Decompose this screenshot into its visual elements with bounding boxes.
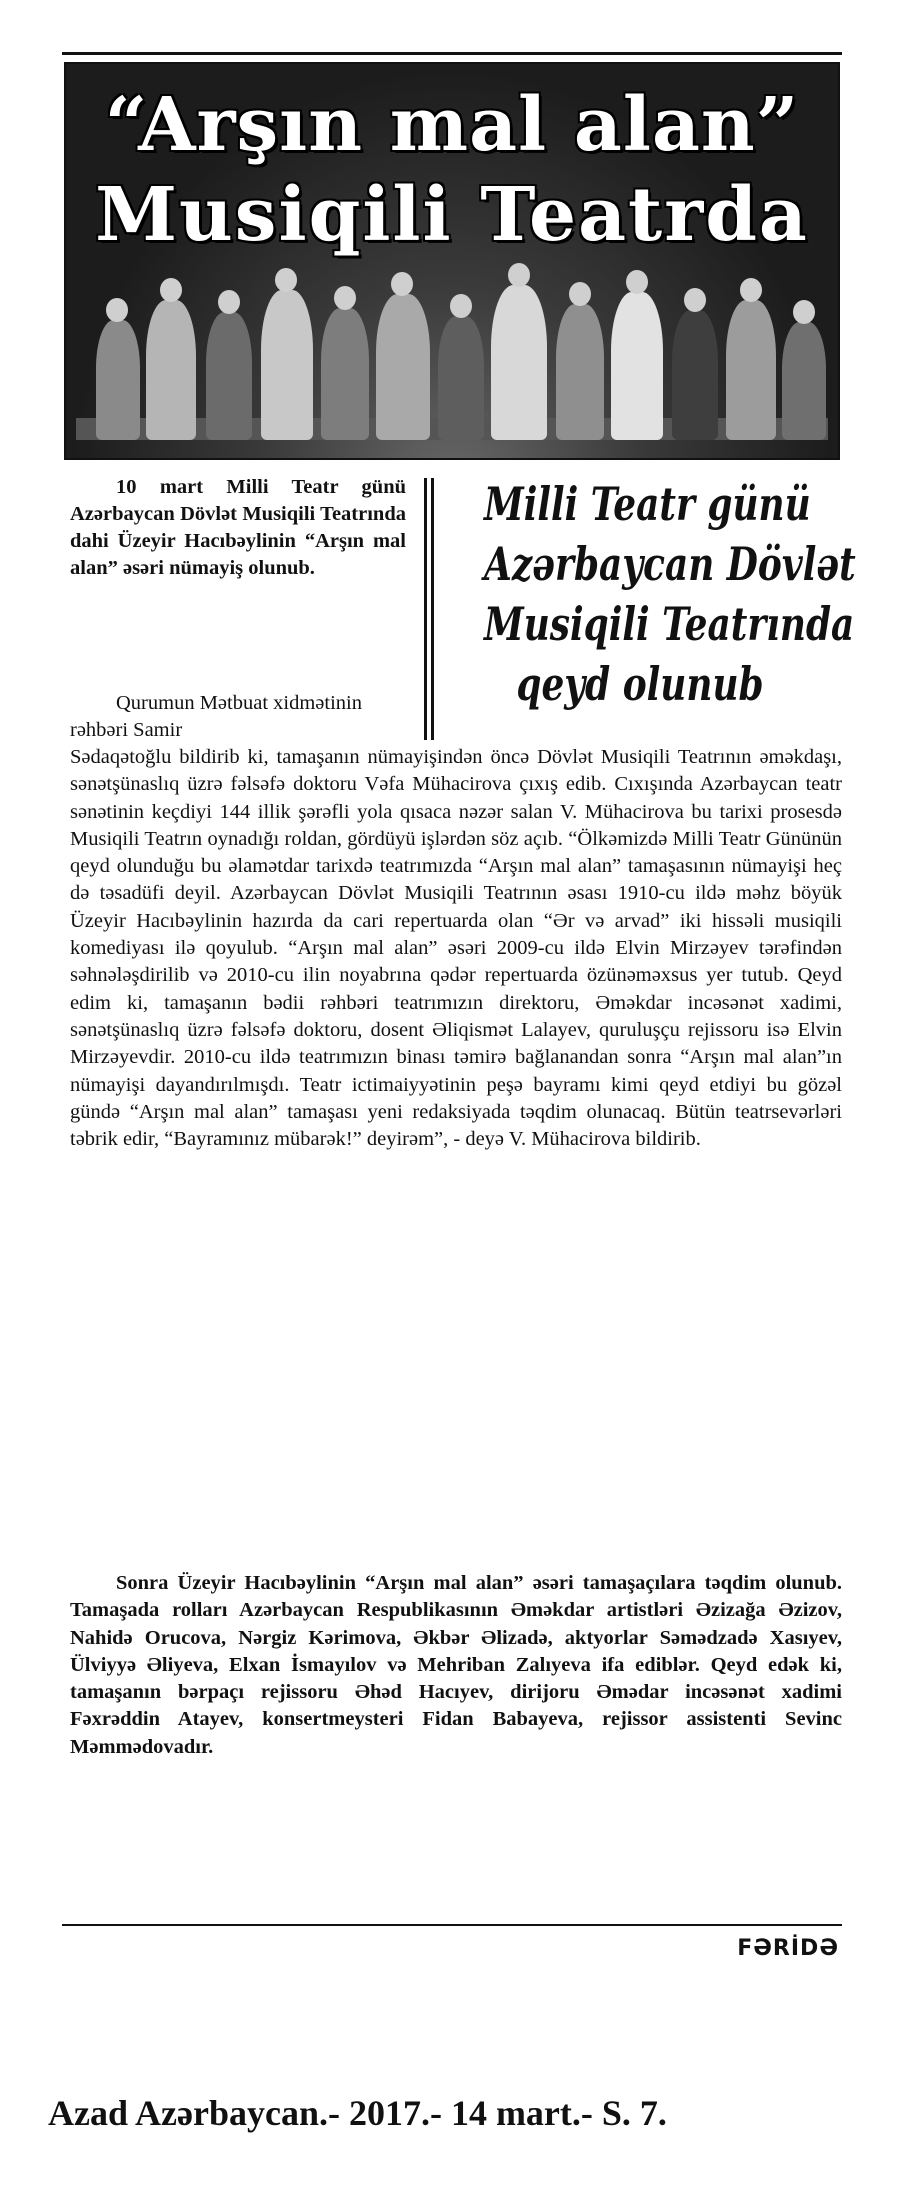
intro-text: Qurumun Mətbuat xidmətinin rəhbəri Samir [70, 692, 362, 741]
subheadline-line: Azərbaycan Dövlət [484, 537, 856, 591]
lead-paragraph [70, 474, 406, 582]
cast-paragraph [70, 1570, 842, 1761]
subheadline [484, 474, 856, 714]
subheadline-line: Milli Teatr günü [484, 477, 811, 531]
article-body [70, 744, 842, 1153]
stage-performance-photo-icon [64, 62, 840, 460]
headline-line-2: Musiqili Teatrda [95, 172, 809, 258]
bottom-rule [62, 1924, 842, 1926]
source-citation: Azad Azərbaycan.- 2017.- 14 mart.- S. 7. [48, 2093, 667, 2133]
subheadline-line: Musiqili Teatrında [484, 597, 855, 651]
column-separator [424, 478, 427, 740]
column-separator [431, 478, 434, 740]
top-rule [62, 52, 842, 55]
body-text: Sədaqətoğlu bildirib ki, tamaşanın nümayişindən öncə Dövlət Musiqili Teatrının əməkdaşı, sənətşünaslıq üzrə fəlsəfə doktoru Vəfa Mühacirova çıxış edib. Cıxışında Azərbaycan teatr sənətinin keçdiyi 144 illik şərəfli yola qısaca nəzər salan V. Mühacirova bu tarixi prosesdə Musiqili Teatrın oynadığı roldan, gördüyü işlərdən söz açıb. “Ölkəmizdə Milli Teatr Gününün qeyd olunduğu bu əlamətdar tarixdə teatrımızda “Arşın mal alan” tamaşasının nümayişi heç də təsadüfi deyil. Azərbaycan Dövlət Musiqili Teatrının əsası 1910-cu ildə məhz böyük Üzeyir Hacıbəylinin hazırda da cari repertuarda olan “Ər və arvad” iki hissəli musiqili komediyası ilə qoyulub. “Arşın mal alan” əsəri 2009-cu ildə Elvin Mirzəyev tərəfindən səhnələşdirilib və 2010-cu ilin noyabrına qədər repertuarda özünəməxsus yer tutub. Qeyd edim ki, tamaşanın bədii rəhbəri teatrımızın direktoru, Əməkdar incəsənət xadimi, sənətşünaslıq üzrə fəlsəfə doktoru, dosent Əliqismət Lalayev, quruluşçu rejissoru isə Elvin Mirzəyevdir. 2010-cu ildə teatrımızın binası təmirə bağlanandan sonra “Arşın mal alan”ın nümayişi dayandırılmışdı. Teatr ictimaiyyətinin peşə bayramı kimi qeyd etdiyi bu gözəl gündə “Arşın mal alan” tamaşası yeni redaksiyada təqdim olunacaq. Bütün teatrsevərləri təbrik edir, “Bayramınız mübarək!” deyirəm”, - deyə V. Mühacirova bildirib. [70, 746, 842, 1151]
cast-text: Sonra Üzeyir Hacıbəylinin “Arşın mal alan” əsəri tamaşaçılara təqdim olunub. Tamaşada rolları Azərbaycan Respublikasının Əməkdar artistləri Əzizağa Əzizov, Nahidə Orucova, Nərgiz Kərimova, Əkbər Əlizadə, aktyorlar Səmədzadə Xasıyev, Ülviyyə Əliyeva, Elxan İsmayılov və Mehriban Zalıyeva ifa ediblər. Qeyd edək ki, tamaşanın bərpaçı rejissoru Əhəd Hacıyev, dirijoru Əmədar incəsənət xadimi Fəxrəddin Atayev, konsertmeysteri Fidan Babayeva, rejissor assistenti Sevinc Məmmədovadır. [70, 1572, 842, 1758]
performers-silhouettes [76, 265, 828, 440]
subheadline-line: qeyd olunub [516, 657, 764, 711]
author-signature: FƏRİDƏ [737, 1936, 839, 1961]
intro-paragraph [70, 690, 410, 744]
headline-line-1: “Arşın mal alan” [104, 82, 800, 168]
lead-text: 10 mart Milli Teatr günü Azərbaycan Dövlət Musiqili Teatrında dahi Üzeyir Hacıbəylinin “Arşın mal alan” əsəri nümayiş olunub. [70, 476, 406, 579]
